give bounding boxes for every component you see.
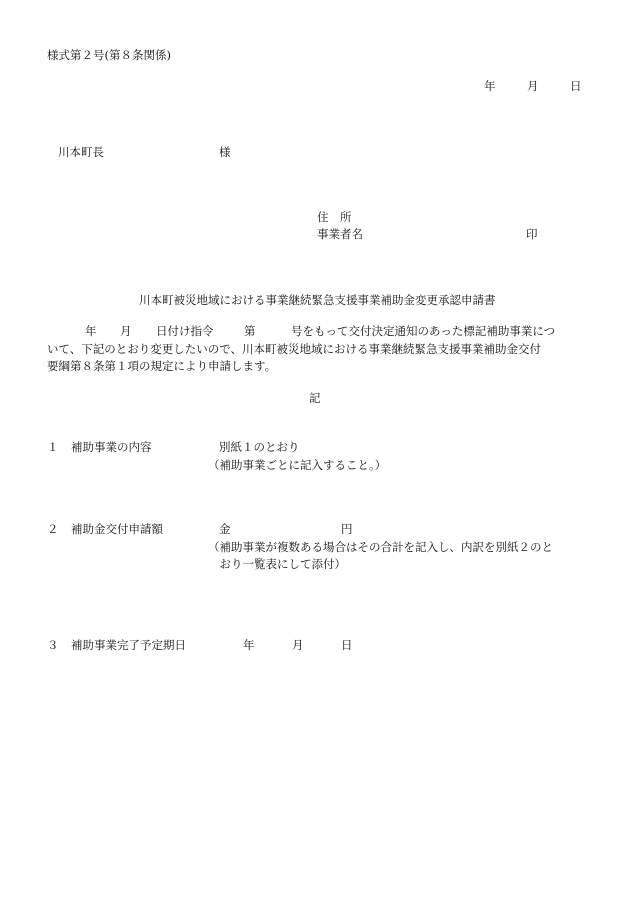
document-title: 川本町被災地域における事業継続緊急支援事業補助金変更承認申請書 [139, 293, 496, 307]
amount-suffix: 円 [341, 522, 353, 536]
applicant-name-label: 事業者名 [317, 227, 363, 241]
item-label: 補助事業完了予定期日 [71, 638, 186, 652]
completion-day: 日 [341, 638, 353, 652]
item-label: 補助事業の内容 [71, 440, 152, 454]
item-number: １ [47, 440, 59, 454]
addressee-name: 川本町長 [58, 145, 104, 159]
completion-month: 月 [292, 638, 304, 652]
body-year: 年 [85, 324, 97, 338]
date-month: 月 [527, 79, 539, 93]
body-line2: いて、下記のとおり変更したいので、川本町被災地域における事業継続緊急支援事業補助金交付 [47, 342, 542, 356]
seal-mark: 印 [526, 227, 538, 241]
form-number: 様式第２号(第８条関係) [47, 48, 171, 62]
item-note: （補助事業ごとに記入すること。） [208, 458, 387, 472]
body-month: 月 [120, 324, 132, 338]
item-note-line2: おり一覧表にして添付） [208, 557, 346, 571]
item-number: ３ [47, 638, 59, 652]
item-number: ２ [47, 522, 59, 536]
addressee-honorific: 様 [219, 145, 231, 159]
item-value: 別紙１のとおり [219, 440, 300, 454]
ki-heading: 記 [309, 391, 321, 405]
item-note-line1: （補助事業が複数ある場合はその合計を記入し、内訳を別紙２のと [208, 540, 553, 554]
body-day-label: 日付け指令 [156, 324, 214, 338]
address-label: 住 所 [317, 210, 352, 224]
completion-year: 年 [243, 638, 255, 652]
date-day: 日 [570, 79, 582, 93]
body-line1-rest: 号をもって交付決定通知のあった標記補助事業につ [291, 324, 556, 338]
date-year: 年 [484, 79, 496, 93]
amount-prefix: 金 [219, 522, 231, 536]
item-label: 補助金交付申請額 [71, 522, 163, 536]
body-line3: 要綱第８条第１項の規定により申請します。 [47, 359, 277, 373]
body-number-prefix: 第 [244, 324, 256, 338]
